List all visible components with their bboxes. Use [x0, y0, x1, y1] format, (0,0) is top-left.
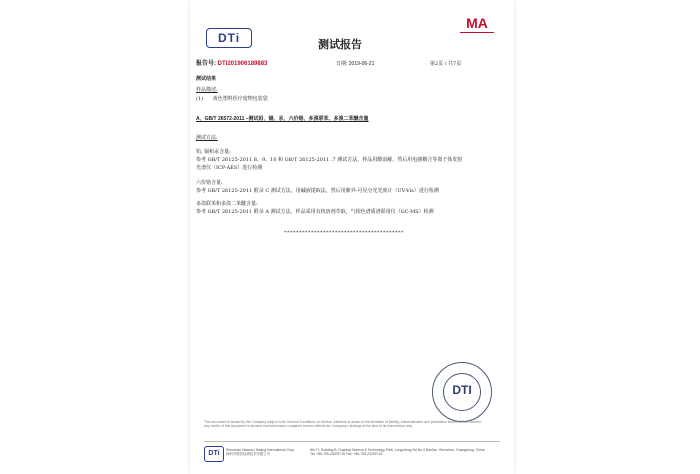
disclaimer	[204, 420, 500, 428]
dti-seal	[432, 362, 492, 422]
report-date: 2019-06-21	[348, 61, 375, 67]
report-number-row	[196, 60, 267, 68]
company-phone: Tel: +86-755-23209716 Fax: +86-755-23209716	[310, 452, 383, 457]
company-name-en: Shenzhen Dawson Testing International Corp.	[226, 448, 295, 452]
footer-company	[226, 448, 295, 456]
pb-cd-hg-text-1: 参考 GB/T 26125-2011 8、9、10 和 GB/T 26125-2011 .7 测试方法，样品用酸消解，然后用电感耦合等离子体发射	[196, 157, 463, 163]
disclaimer-line-1: This document is issued by the Company subject to its General Conditions of Service. Attention is drawn to the limitation of liability, indemnification and jurisdiction issues defined therein.	[204, 420, 482, 424]
method-label: 测试方法:	[196, 135, 218, 141]
ma-certification-mark: MA	[460, 14, 494, 33]
date-label: 日期:	[336, 61, 348, 67]
report-number-label: 报告号:	[196, 61, 216, 67]
sample-desc-label: 样品描述:	[196, 87, 218, 93]
pb-cd-hg-text-2: 光谱仪（ICP-AES）进行检测	[196, 165, 263, 171]
page-title: 测试报告	[318, 38, 362, 51]
report-number: DTI201906189883	[217, 61, 268, 67]
disclaimer-line-2: Any holder of this document is advised that information contained hereon reflects the Company's findings at the time of its intervention only.	[204, 424, 413, 429]
cr6-text: 参考 GB/T 26125-2011 附录 C 测试方法，用碱液提取法，然后用紫外-可见分光光度计（UV-Vis）进行检测	[196, 188, 439, 194]
sample-item-name: 黄色塑料医疗废物包装袋	[212, 96, 268, 102]
pbb-pbde-label: 多溴联苯和多溴二苯醚含量:	[196, 201, 258, 207]
pbb-pbde-text: 参考 GB/T 26125-2011 附录 A 测试方法，样品采用有机溶剂萃取，气相色谱质谱联用仪（GC-MS）检测	[196, 209, 434, 215]
pb-cd-hg-label: 铅, 镉和汞含量:	[196, 149, 231, 155]
dti-logo: DTi	[206, 28, 252, 48]
company-address: 8th Fl., Building B, Fuqiang Science & Technology Park, Longcheng Rd No.4 Baol'an, Shenzhen, Guangdong, China	[310, 448, 485, 452]
footer-logo: DTi	[204, 446, 224, 462]
sample-item	[196, 96, 268, 103]
company-name-cn: 深圳市德信检测技术有限公司	[226, 452, 271, 457]
sample-item-number: (1)	[196, 96, 204, 102]
seal-center: DTI	[443, 373, 481, 411]
end-separator: ****************************************	[284, 230, 404, 236]
test-heading: A、GB/T 26572-2011 –测试铅、镉、汞、六价铬、多溴联苯、多溴二苯醚含量	[196, 116, 369, 122]
section-result: 测试结果	[196, 76, 217, 82]
date-row	[336, 61, 374, 68]
footer-divider	[204, 441, 500, 442]
report-page	[190, 0, 514, 474]
cr6-label: 六价铬含量:	[196, 180, 223, 186]
footer-contact	[310, 448, 500, 456]
page-number: 第2页 / 共7页	[430, 61, 462, 67]
